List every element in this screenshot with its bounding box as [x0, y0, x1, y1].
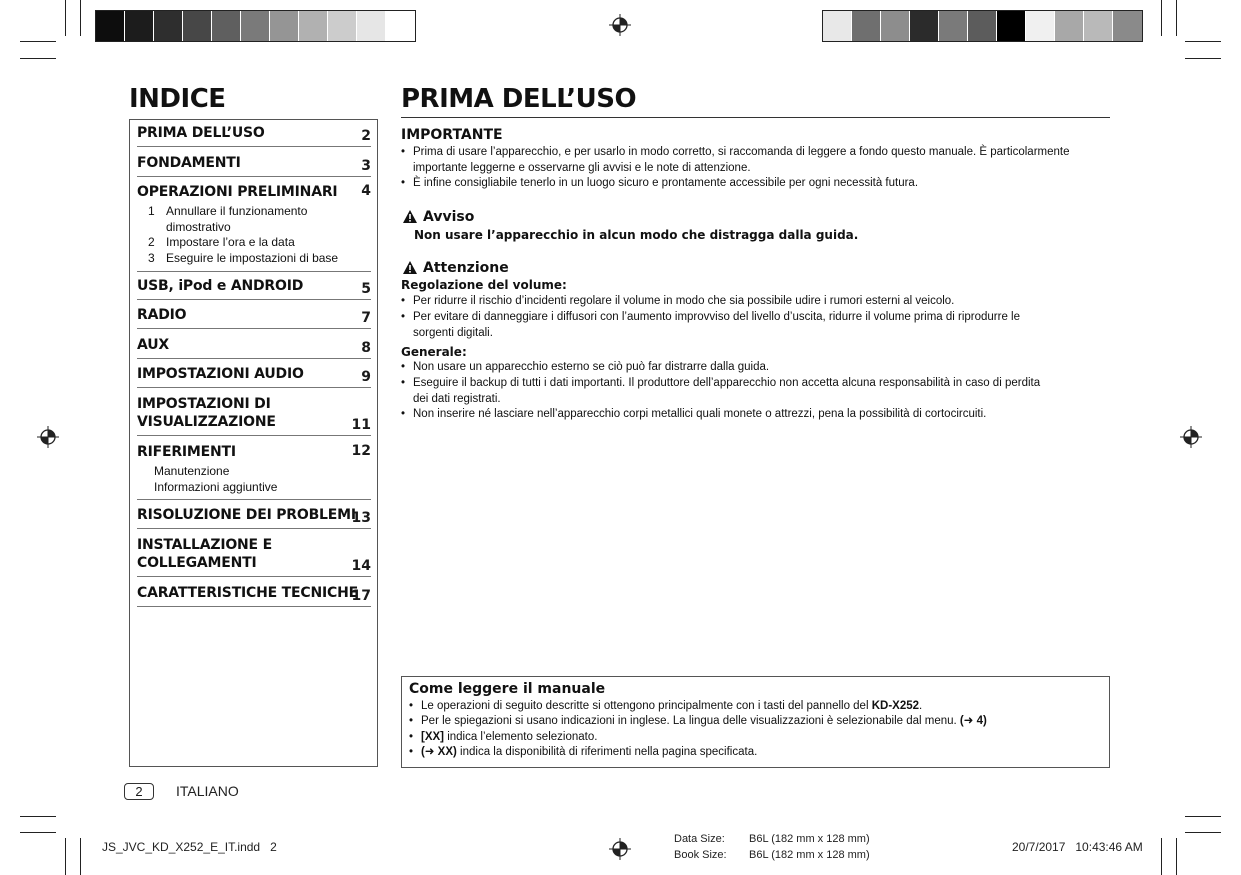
- toc-entry-page: 2: [361, 128, 371, 144]
- registration-target-icon: [1180, 426, 1202, 448]
- model-name: KD-X252: [871, 700, 920, 712]
- toc-entry-prima[interactable]: [137, 124, 371, 147]
- data-size-label: Data Size:: [674, 833, 725, 845]
- registration-target-icon: [37, 426, 59, 448]
- color-swatch: [910, 11, 939, 41]
- bullet: •: [401, 311, 406, 323]
- list-item: [401, 176, 1113, 192]
- language-label: ITALIANO: [176, 783, 239, 799]
- toc-entry-page: 7: [361, 310, 371, 326]
- warning-triangle-icon: [403, 210, 417, 223]
- toc-entry-title: OPERAZIONI PRELIMINARI: [137, 184, 338, 200]
- toc-entry-usb[interactable]: [137, 277, 371, 300]
- toc-entry-title: RISOLUZIONE DEI PROBLEMI: [137, 507, 356, 523]
- list-item: [409, 714, 1109, 730]
- how-to-read-box: [401, 676, 1110, 768]
- bullet: •: [401, 295, 406, 307]
- timestamp: 20/7/2017 10:43:46 AM: [1012, 840, 1143, 854]
- toc-entry-title: IMPOSTAZIONI DI: [137, 396, 271, 412]
- page-number: 2: [124, 783, 154, 800]
- toc-entry-aux[interactable]: [137, 336, 371, 359]
- toc-entry-page: 17: [351, 588, 371, 604]
- bullet: •: [401, 177, 406, 189]
- toc-subentry-number: 2: [148, 235, 155, 249]
- color-swatch: [270, 11, 299, 41]
- bullet: •: [401, 408, 406, 420]
- toc-entry-page: 4: [361, 183, 371, 199]
- toc-entry-title: AUX: [137, 337, 169, 353]
- toc-entry-page: 5: [361, 281, 371, 297]
- toc-entry-title-line2: COLLEGAMENTI: [137, 555, 257, 571]
- file-name: JS_JVC_KD_X252_E_IT.indd 2: [102, 840, 277, 854]
- bullet-text: indica l’elemento selezionato.: [444, 731, 598, 743]
- color-swatch: [939, 11, 968, 41]
- table-of-contents: [129, 119, 378, 767]
- bullet: •: [401, 361, 406, 373]
- bullet-text: .: [919, 700, 923, 712]
- general-heading: Generale:: [401, 345, 467, 359]
- toc-entry-visualizzazione[interactable]: [137, 395, 371, 436]
- importante-heading: IMPORTANTE: [401, 127, 503, 143]
- color-swatch: [997, 11, 1026, 41]
- bullet: •: [401, 146, 406, 158]
- registration-target-icon: [609, 14, 631, 36]
- color-swatch: [241, 11, 270, 41]
- color-swatch: [1055, 11, 1084, 41]
- reference-tag: (➜ XX): [421, 746, 457, 758]
- toc-entry-title: CARATTERISTICHE TECNICHE: [137, 585, 358, 601]
- toc-subentry-number: 3: [148, 251, 155, 265]
- bullet-text: Per le spiegazioni si usano indicazioni in inglese. La lingua delle visualizzazioni è selezionabile dal menu.: [421, 715, 960, 727]
- color-swatch: [212, 11, 241, 41]
- warning-triangle-icon: [403, 261, 417, 274]
- bullet-text: Non inserire né lasciare nell’apparecchio corpi metallici quali monete o attrezzi, pena la possibilità di cortocircuiti.: [413, 408, 987, 420]
- bullet-text: dei dati registrati.: [413, 392, 501, 405]
- color-bar-left: [95, 10, 416, 42]
- toc-subentry-label[interactable]: Manutenzione: [154, 464, 230, 478]
- color-swatch: [328, 11, 357, 41]
- list-item: [409, 699, 1109, 715]
- toc-entry-page: 13: [351, 510, 371, 526]
- toc-entry-title: PRIMA DELL’USO: [137, 125, 265, 141]
- toc-subentry-number: 1: [148, 204, 155, 218]
- color-swatch: [386, 11, 415, 41]
- selected-item-tag: [XX]: [421, 731, 444, 743]
- avviso-text: Non usare l’apparecchio in alcun modo che distragga dalla guida.: [414, 228, 859, 242]
- toc-entry-audio[interactable]: [137, 365, 371, 388]
- toc-subentry-label[interactable]: Informazioni aggiuntive: [154, 480, 278, 494]
- color-bar-right: [822, 10, 1143, 42]
- bullet-text: sorgenti digitali.: [413, 326, 493, 339]
- toc-entry-radio[interactable]: [137, 306, 371, 329]
- bullet-text: importante leggerne e osservarne gli avvisi e le note di attenzione.: [413, 161, 751, 174]
- toc-title: INDICE: [129, 84, 226, 114]
- list-item: [401, 145, 1113, 176]
- data-size-value: B6L (182 mm x 128 mm): [749, 833, 870, 845]
- how-to-read-heading: Come leggere il manuale: [409, 681, 606, 697]
- color-swatch: [1084, 11, 1113, 41]
- color-swatch: [357, 11, 386, 41]
- toc-entry-page: 3: [361, 158, 371, 174]
- color-swatch: [968, 11, 997, 41]
- color-swatch: [1026, 11, 1055, 41]
- toc-entry-title: USB, iPod e ANDROID: [137, 278, 304, 294]
- bullet-text: Non usare un apparecchio esterno se ciò può far distrarre dalla guida.: [413, 361, 770, 373]
- toc-subentry-label: Eseguire le impostazioni di base: [166, 251, 339, 265]
- toc-subentry-label: Annullare il funzionamento: [166, 204, 308, 218]
- bullet-text: Eseguire il backup di tutti i dati importanti. Il produttore dell’apparecchio non accetta alcuna responsabilità in caso di perdita: [413, 377, 1041, 389]
- list-item: [401, 294, 1113, 310]
- toc-subentry-label: dimostrativo: [166, 219, 231, 234]
- color-swatch: [96, 11, 125, 41]
- color-swatch: [154, 11, 183, 41]
- bullet: •: [409, 731, 414, 743]
- bullet: •: [409, 746, 414, 758]
- page-title: PRIMA DELL’USO: [401, 84, 637, 114]
- toc-entry-riferimenti[interactable]: [137, 443, 371, 500]
- toc-entry-risoluzione[interactable]: [137, 506, 371, 529]
- book-size-value: B6L (182 mm x 128 mm): [749, 849, 870, 861]
- color-swatch: [823, 11, 852, 41]
- bullet-text: indica la disponibilità di riferimenti nella pagina specificata.: [456, 746, 758, 758]
- toc-subentry[interactable]: [148, 204, 307, 235]
- toc-entry-page: 11: [351, 417, 371, 433]
- toc-entry-page: 12: [351, 443, 371, 459]
- title-divider: [401, 117, 1110, 118]
- color-swatch: [299, 11, 328, 41]
- toc-subentry[interactable]: [148, 251, 338, 267]
- color-swatch: [125, 11, 154, 41]
- page-reference[interactable]: (➜ 4): [959, 715, 987, 727]
- color-swatch: [1113, 11, 1142, 41]
- book-size-label: Book Size:: [674, 849, 727, 861]
- avviso-heading: [403, 209, 474, 225]
- color-swatch: [183, 11, 212, 41]
- registration-target-icon: [609, 838, 631, 860]
- list-item: [401, 407, 1113, 423]
- bullet-text: È infine consigliabile tenerlo in un luogo sicuro e prontamente accessibile per ogni necessità futura.: [413, 177, 919, 189]
- attenzione-title: Attenzione: [423, 260, 509, 276]
- toc-entry-title: IMPOSTAZIONI AUDIO: [137, 366, 304, 382]
- toc-entry-page: 14: [351, 558, 371, 574]
- toc-entry-title-line2: VISUALIZZAZIONE: [137, 414, 276, 430]
- avviso-title: Avviso: [423, 209, 475, 225]
- toc-entry-title: FONDAMENTI: [137, 155, 241, 171]
- toc-entry-operazioni[interactable]: [137, 183, 371, 272]
- bullet: •: [401, 377, 406, 389]
- toc-entry-title: INSTALLAZIONE E: [137, 537, 272, 553]
- list-item: [401, 360, 1113, 376]
- color-swatch: [852, 11, 881, 41]
- bullet-text: Per ridurre il rischio d’incidenti regolare il volume in modo che sia possibile udire i rumori esterni al veicolo.: [413, 295, 955, 307]
- bullet: •: [409, 715, 414, 727]
- toc-entry-page: 9: [361, 369, 371, 385]
- volume-heading: Regolazione del volume:: [401, 278, 567, 292]
- toc-subentry[interactable]: [148, 235, 295, 251]
- color-swatch: [881, 11, 910, 41]
- attenzione-heading: [403, 260, 509, 276]
- toc-entry-page: 8: [361, 340, 371, 356]
- list-item: [401, 310, 1113, 341]
- bullet-text: Le operazioni di seguito descritte si ottengono principalmente con i tasti del pannello del: [421, 700, 872, 712]
- toc-entry-caratteristiche[interactable]: [137, 584, 371, 607]
- list-item: [409, 730, 1109, 746]
- toc-subentry-label: Impostare l’ora e la data: [166, 235, 295, 249]
- toc-entry-title: RIFERIMENTI: [137, 444, 236, 460]
- toc-entry-installazione[interactable]: [137, 536, 371, 577]
- bullet-text: Prima di usare l’apparecchio, e per usarlo in modo corretto, si raccomanda di leggere a fondo questo manuale. È particolarmente: [413, 146, 1070, 158]
- bullet: •: [409, 700, 414, 712]
- bullet-text: Per evitare di danneggiare i diffusori con l’aumento improvviso del livello d’uscita, ridurre il volume prima di riprodurre le: [413, 311, 1021, 323]
- toc-entry-title: RADIO: [137, 307, 187, 323]
- toc-entry-fondamenti[interactable]: [137, 154, 371, 177]
- list-item: [409, 745, 1109, 761]
- list-item: [401, 376, 1113, 407]
